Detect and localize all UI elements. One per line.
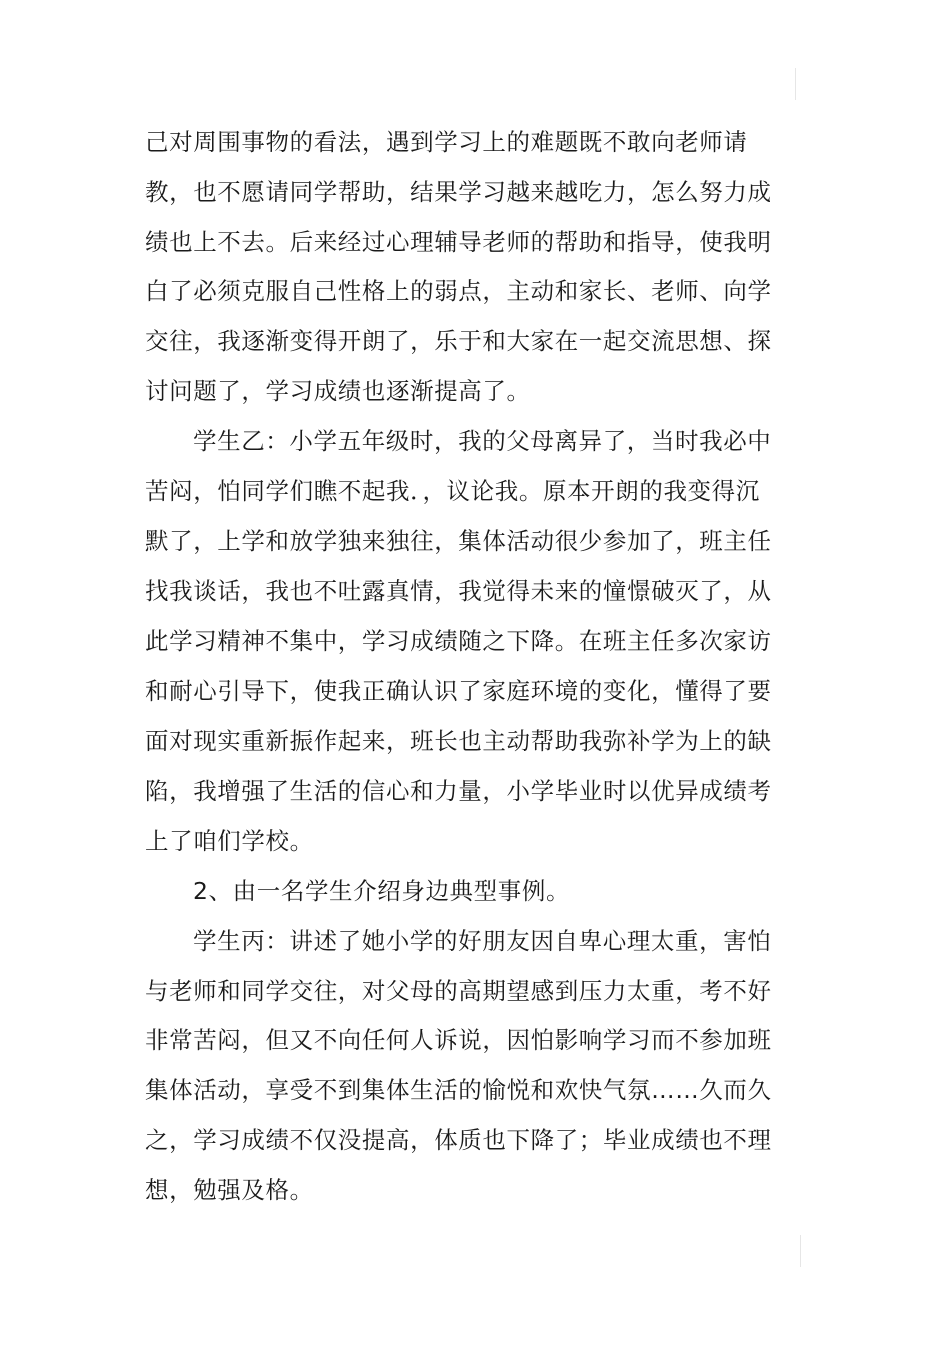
paragraph-start-line: 学生丙：讲述了她小学的好朋友因自卑心理太重，害怕 — [193, 927, 772, 955]
text-line: 己对周围事物的看法，遇到学习上的难题既不敢向老师请 — [145, 128, 748, 156]
page-edge-mark-bottom — [800, 1235, 801, 1267]
text-line: 想，勉强及格。 — [145, 1176, 314, 1204]
text-line: 之，学习成绩不仅没提高，体质也下降了；毕业成绩也不理 — [145, 1126, 772, 1154]
text-line: 此学习精神不集中，学习成绩随之下降。在班主任多次家访 — [145, 627, 772, 655]
text-line: 集体活动，享受不到集体生活的愉悦和欢快气氛……久而久 — [145, 1076, 772, 1104]
text-line: 与老师和同学交往，对父母的高期望感到压力太重，考不好 — [145, 977, 772, 1005]
text-line: 交往，我逐渐变得开朗了，乐于和大家在一起交流思想、探 — [145, 327, 772, 355]
text-line: 苦闷，怕同学们瞧不起我．，议论我。原本开朗的我变得沉 — [145, 477, 760, 505]
text-line: 讨问题了，学习成绩也逐渐提高了。 — [145, 377, 531, 405]
text-line: 默了，上学和放学独来独往，集体活动很少参加了，班主任 — [145, 527, 772, 555]
section-heading: 2、由一名学生介绍身边典型事例。 — [193, 877, 571, 905]
text-line: 找我谈话，我也不吐露真情，我觉得未来的憧憬破灭了，从 — [145, 577, 772, 605]
page-edge-mark-top — [795, 68, 796, 100]
text-line: 和耐心引导下，使我正确认识了家庭环境的变化，懂得了要 — [145, 677, 772, 705]
paragraph-start-line: 学生乙：小学五年级时，我的父母离异了，当时我必中 — [193, 427, 772, 455]
text-line: 绩也上不去。后来经过心理辅导老师的帮助和指导，使我明 — [145, 228, 772, 256]
text-line: 面对现实重新振作起来，班长也主动帮助我弥补学为上的缺 — [145, 727, 772, 755]
text-line: 陷，我增强了生活的信心和力量，小学毕业时以优异成绩考 — [145, 777, 772, 805]
text-line: 教，也不愿请同学帮助，结果学习越来越吃力，怎么努力成 — [145, 178, 772, 206]
text-line: 非常苦闷，但又不向任何人诉说，因怕影响学习而不参加班 — [145, 1026, 772, 1054]
text-line: 白了必须克服自己性格上的弱点，主动和家长、老师、向学 — [145, 277, 772, 305]
text-line: 上了咱们学校。 — [145, 827, 314, 855]
